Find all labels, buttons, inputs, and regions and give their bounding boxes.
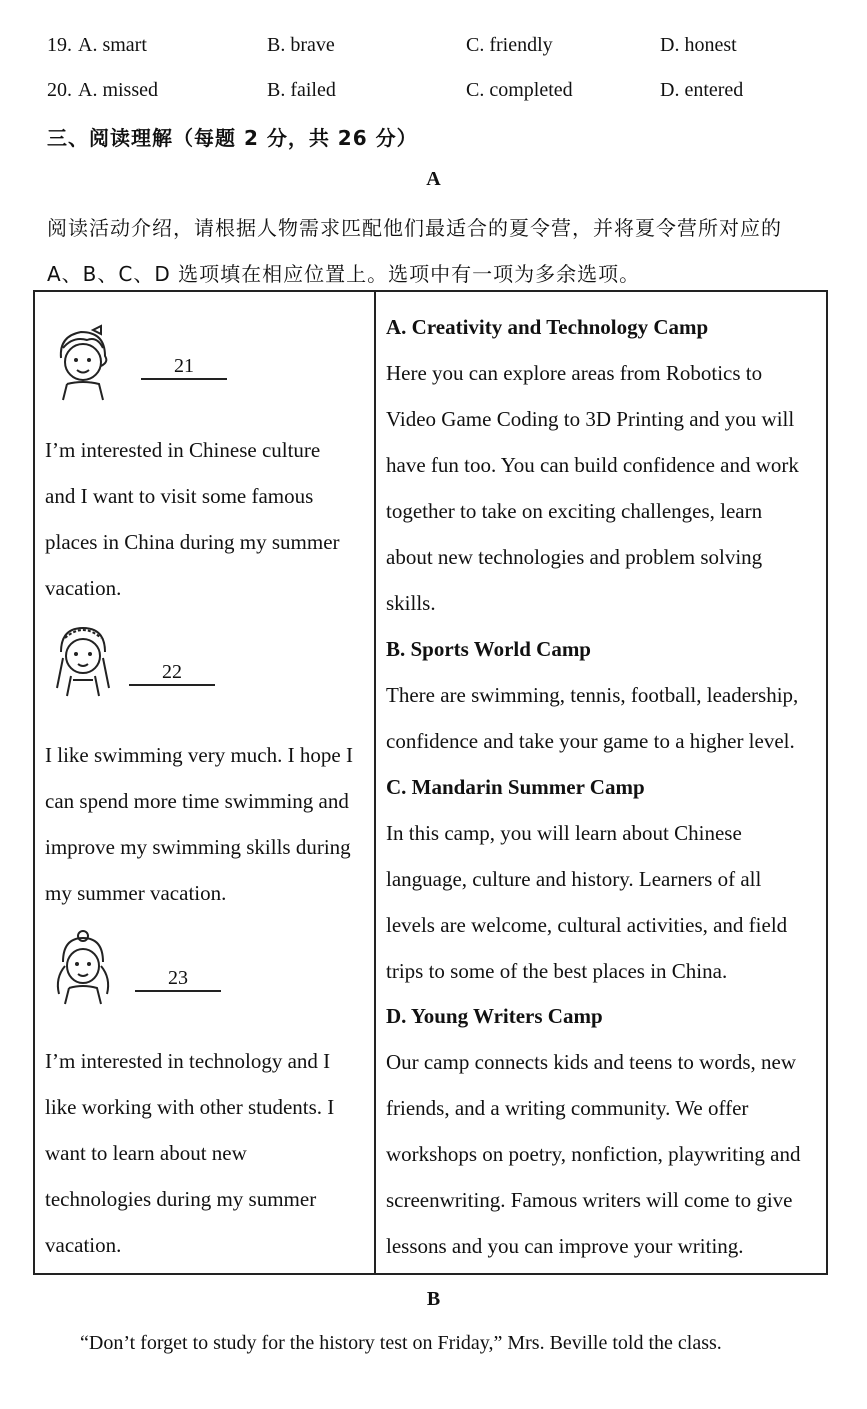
question-number: 20. (47, 79, 72, 101)
camp-text-line: screenwriting. Famous writers will come to give (386, 1188, 793, 1212)
camp-text-line: have fun too. You can build confidence and work (386, 453, 799, 477)
option-d: D. entered (660, 79, 744, 101)
camp-text-line: together to take on exciting challenges, learn (386, 499, 763, 523)
answer-blank-21[interactable]: 21 (141, 354, 227, 380)
person-text-line: technologies during my summer (45, 1187, 317, 1211)
person-text-line: I’m interested in Chinese culture (45, 438, 321, 462)
camp-text-line: confidence and take your game to a higher level. (386, 729, 795, 753)
camp-text-line: workshops on poetry, nonfiction, playwriting and (386, 1142, 801, 1166)
camp-text-line: In this camp, you will learn about Chinese (386, 821, 742, 845)
person-text-line: I’m interested in technology and I (45, 1049, 331, 1073)
answer-blank-22[interactable]: 22 (129, 660, 215, 686)
girl-avatar-icon (43, 322, 123, 402)
instruction-line-1: 阅读活动介绍，请根据人物需求匹配他们最适合的夏令营，并将夏令营所对应的 (47, 216, 782, 240)
camp-text-line: Our camp connects kids and teens to words, new (386, 1050, 796, 1074)
option-d: D. honest (660, 34, 737, 56)
camp-text-line: trips to some of the best places in China. (386, 959, 728, 983)
option-a: A. missed (78, 79, 158, 101)
instruction-line-2: A、B、C、D 选项填在相应位置上。选项中有一项为多余选项。 (47, 262, 641, 286)
part-a-label: A (426, 168, 441, 190)
person-text-line: improve my swimming skills during (45, 835, 351, 859)
camp-text-line: skills. (386, 591, 436, 615)
person-text-line: want to learn about new (45, 1141, 247, 1165)
person-text-line: can spend more time swimming and (45, 789, 349, 813)
option-c: C. completed (466, 79, 573, 101)
matching-table (33, 290, 828, 1275)
person-text-line: my summer vacation. (45, 881, 227, 905)
camp-text-line: language, culture and history. Learners of all (386, 867, 762, 891)
camp-text-line: Here you can explore areas from Robotics to (386, 361, 763, 385)
camp-text-line: Video Game Coding to 3D Printing and you will (386, 407, 795, 431)
column-divider (374, 292, 376, 1273)
option-a: A. smart (78, 34, 147, 56)
person-text-line: I like swimming very much. I hope I (45, 743, 353, 767)
person-text-line: vacation. (45, 1233, 122, 1257)
part-b-label: B (426, 1288, 441, 1310)
section-title: 三、阅读理解（每题 2 分，共 26 分） (47, 126, 418, 150)
person-text-line: vacation. (45, 576, 122, 600)
camp-text-line: levels are welcome, cultural activities, and field (386, 913, 788, 937)
camp-text-line: There are swimming, tennis, football, leadership, (386, 683, 799, 707)
option-b: B. brave (267, 34, 335, 56)
camp-text-line: lessons and you can improve your writing. (386, 1234, 744, 1258)
option-c: C. friendly (466, 34, 553, 56)
camp-title: A. Creativity and Technology Camp (386, 315, 709, 339)
answer-blank-23[interactable]: 23 (135, 966, 221, 992)
camp-title: D. Young Writers Camp (386, 1004, 603, 1028)
part-b-first-line: “Don’t forget to study for the history test on Friday,” Mrs. Beville told the class. (80, 1332, 722, 1354)
person-text-line: and I want to visit some famous (45, 484, 314, 508)
option-b: B. failed (267, 79, 336, 101)
person-text-line: places in China during my summer (45, 530, 340, 554)
camp-text-line: about new technologies and problem solving (386, 545, 763, 569)
girl-with-braids-avatar-icon (43, 618, 123, 698)
camp-title: C. Mandarin Summer Camp (386, 775, 645, 799)
person-text-line: like working with other students. I (45, 1095, 335, 1119)
camp-title: B. Sports World Camp (386, 637, 591, 661)
question-number: 19. (47, 34, 72, 56)
girl-with-pigtails-avatar-icon (43, 928, 123, 1008)
camp-text-line: friends, and a writing community. We offer (386, 1096, 749, 1120)
